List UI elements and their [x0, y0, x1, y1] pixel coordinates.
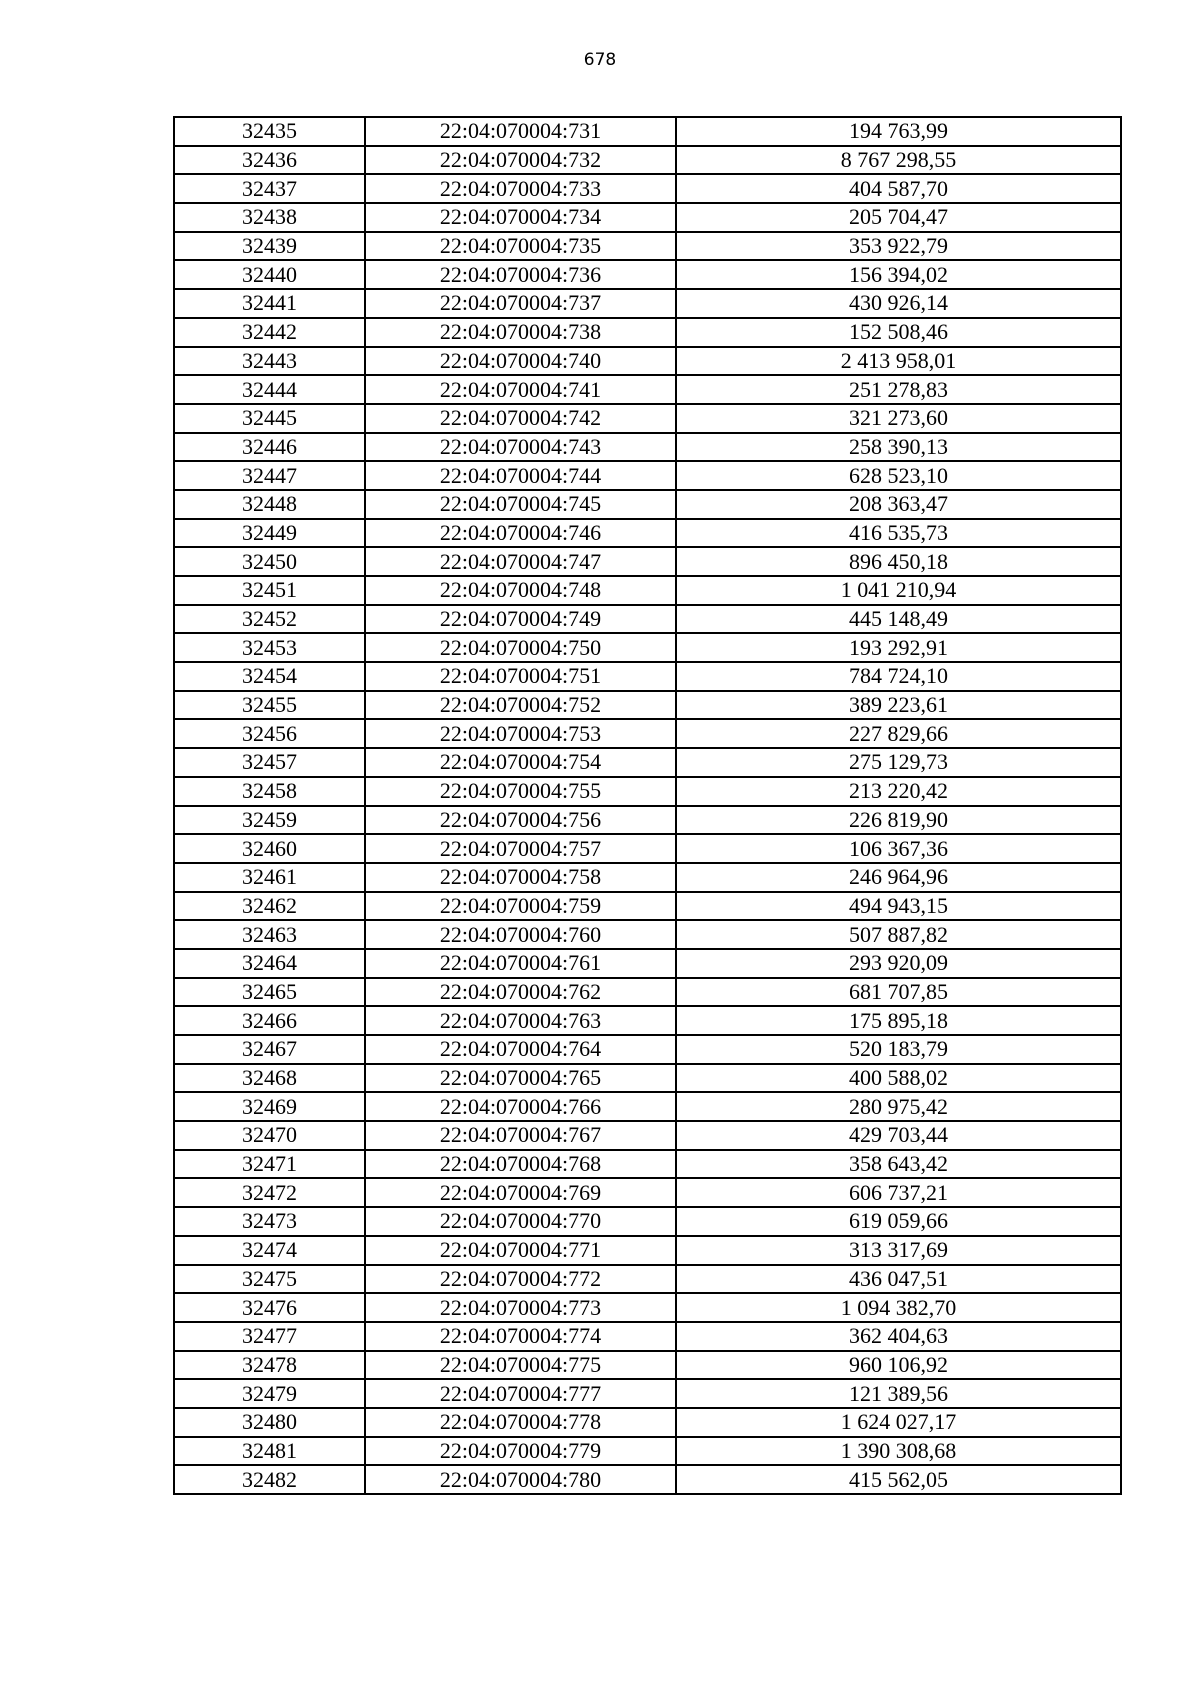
- table-row: [174, 433, 1121, 462]
- row-number-cell: 32464: [174, 949, 365, 978]
- cadastral-number-cell: 22:04:070004:762: [365, 978, 676, 1007]
- cadastral-value-cell: 193 292,91: [676, 633, 1121, 662]
- cadastral-number-cell: 22:04:070004:741: [365, 375, 676, 404]
- cadastral-value-cell: 227 829,66: [676, 719, 1121, 748]
- table-row: [174, 146, 1121, 175]
- cadastral-value-cell: 362 404,63: [676, 1322, 1121, 1351]
- table-row: [174, 1236, 1121, 1265]
- row-number-cell: 32447: [174, 461, 365, 490]
- table-row: [174, 260, 1121, 289]
- cadastral-number-cell: 22:04:070004:755: [365, 777, 676, 806]
- row-number-cell: 32458: [174, 777, 365, 806]
- table-row: [174, 1207, 1121, 1236]
- cadastral-value-cell: 430 926,14: [676, 289, 1121, 318]
- row-number-cell: 32446: [174, 433, 365, 462]
- cadastral-number-cell: 22:04:070004:736: [365, 260, 676, 289]
- cadastral-value-cell: 353 922,79: [676, 232, 1121, 261]
- cadastral-number-cell: 22:04:070004:761: [365, 949, 676, 978]
- cadastral-value-cell: 213 220,42: [676, 777, 1121, 806]
- row-number-cell: 32442: [174, 318, 365, 347]
- table-row: [174, 748, 1121, 777]
- row-number-cell: 32448: [174, 490, 365, 519]
- row-number-cell: 32469: [174, 1092, 365, 1121]
- table-row: [174, 1322, 1121, 1351]
- row-number-cell: 32449: [174, 519, 365, 548]
- row-number-cell: 32439: [174, 232, 365, 261]
- row-number-cell: 32451: [174, 576, 365, 605]
- cadastral-number-cell: 22:04:070004:772: [365, 1265, 676, 1294]
- row-number-cell: 32467: [174, 1035, 365, 1064]
- table-row: [174, 633, 1121, 662]
- table-row: [174, 949, 1121, 978]
- table-row: [174, 1465, 1121, 1494]
- cadastral-value-cell: 205 704,47: [676, 203, 1121, 232]
- table-row: [174, 289, 1121, 318]
- row-number-cell: 32471: [174, 1150, 365, 1179]
- cadastral-value-cell: 194 763,99: [676, 117, 1121, 146]
- table-row: [174, 576, 1121, 605]
- row-number-cell: 32452: [174, 605, 365, 634]
- row-number-cell: 32475: [174, 1265, 365, 1294]
- cadastral-value-cell: 520 183,79: [676, 1035, 1121, 1064]
- row-number-cell: 32480: [174, 1408, 365, 1437]
- table-row: [174, 490, 1121, 519]
- cadastral-number-cell: 22:04:070004:737: [365, 289, 676, 318]
- table-row: [174, 318, 1121, 347]
- table-row: [174, 375, 1121, 404]
- table-body: [174, 117, 1121, 1494]
- cadastral-value-cell: 960 106,92: [676, 1351, 1121, 1380]
- cadastral-value-cell: 436 047,51: [676, 1265, 1121, 1294]
- cadastral-value-cell: 121 389,56: [676, 1379, 1121, 1408]
- cadastral-value-cell: 275 129,73: [676, 748, 1121, 777]
- cadastral-value-cell: 106 367,36: [676, 834, 1121, 863]
- table-row: [174, 978, 1121, 1007]
- table-row: [174, 404, 1121, 433]
- cadastral-value-cell: 896 450,18: [676, 547, 1121, 576]
- row-number-cell: 32460: [174, 834, 365, 863]
- table-row: [174, 863, 1121, 892]
- cadastral-number-cell: 22:04:070004:756: [365, 806, 676, 835]
- table-row: [174, 1408, 1121, 1437]
- row-number-cell: 32473: [174, 1207, 365, 1236]
- cadastral-value-cell: 628 523,10: [676, 461, 1121, 490]
- row-number-cell: 32454: [174, 662, 365, 691]
- table-row: [174, 777, 1121, 806]
- table-row: [174, 117, 1121, 146]
- cadastral-number-cell: 22:04:070004:744: [365, 461, 676, 490]
- cadastral-number-cell: 22:04:070004:740: [365, 347, 676, 376]
- table-row: [174, 892, 1121, 921]
- cadastral-number-cell: 22:04:070004:746: [365, 519, 676, 548]
- table-row: [174, 1437, 1121, 1466]
- row-number-cell: 32482: [174, 1465, 365, 1494]
- cadastral-value-cell: 1 624 027,17: [676, 1408, 1121, 1437]
- cadastral-value-cell: 156 394,02: [676, 260, 1121, 289]
- cadastral-number-cell: 22:04:070004:751: [365, 662, 676, 691]
- row-number-cell: 32445: [174, 404, 365, 433]
- row-number-cell: 32455: [174, 691, 365, 720]
- table-row: [174, 605, 1121, 634]
- table-row: [174, 203, 1121, 232]
- row-number-cell: 32450: [174, 547, 365, 576]
- cadastral-value-cell: 1 041 210,94: [676, 576, 1121, 605]
- cadastral-number-cell: 22:04:070004:749: [365, 605, 676, 634]
- cadastral-value-cell: 606 737,21: [676, 1178, 1121, 1207]
- cadastral-number-cell: 22:04:070004:735: [365, 232, 676, 261]
- table-row: [174, 1121, 1121, 1150]
- row-number-cell: 32472: [174, 1178, 365, 1207]
- cadastral-number-cell: 22:04:070004:759: [365, 892, 676, 921]
- cadastral-value-cell: 208 363,47: [676, 490, 1121, 519]
- cadastral-value-cell: 400 588,02: [676, 1064, 1121, 1093]
- cadastral-value-cell: 445 148,49: [676, 605, 1121, 634]
- table-row: [174, 1092, 1121, 1121]
- cadastral-number-cell: 22:04:070004:750: [365, 633, 676, 662]
- table-row: [174, 1035, 1121, 1064]
- row-number-cell: 32476: [174, 1293, 365, 1322]
- table-row: [174, 662, 1121, 691]
- table-row: [174, 691, 1121, 720]
- cadastral-number-cell: 22:04:070004:747: [365, 547, 676, 576]
- table-row: [174, 1006, 1121, 1035]
- page-number: 678: [583, 50, 617, 70]
- row-number-cell: 32462: [174, 892, 365, 921]
- cadastral-value-cell: 175 895,18: [676, 1006, 1121, 1035]
- table-row: [174, 1379, 1121, 1408]
- row-number-cell: 32478: [174, 1351, 365, 1380]
- cadastral-value-cell: 1 094 382,70: [676, 1293, 1121, 1322]
- cadastral-value-cell: 619 059,66: [676, 1207, 1121, 1236]
- cadastral-number-cell: 22:04:070004:774: [365, 1322, 676, 1351]
- cadastral-value-cell: 8 767 298,55: [676, 146, 1121, 175]
- cadastral-number-cell: 22:04:070004:733: [365, 174, 676, 203]
- table-row: [174, 1150, 1121, 1179]
- table-row: [174, 719, 1121, 748]
- cadastral-number-cell: 22:04:070004:745: [365, 490, 676, 519]
- cadastral-number-cell: 22:04:070004:765: [365, 1064, 676, 1093]
- cadastral-value-cell: 507 887,82: [676, 920, 1121, 949]
- row-number-cell: 32441: [174, 289, 365, 318]
- cadastral-number-cell: 22:04:070004:773: [365, 1293, 676, 1322]
- cadastral-value-cell: 429 703,44: [676, 1121, 1121, 1150]
- row-number-cell: 32440: [174, 260, 365, 289]
- cadastral-number-cell: 22:04:070004:758: [365, 863, 676, 892]
- cadastral-number-cell: 22:04:070004:767: [365, 1121, 676, 1150]
- table-row: [174, 519, 1121, 548]
- row-number-cell: 32459: [174, 806, 365, 835]
- table-row: [174, 1178, 1121, 1207]
- cadastral-value-cell: 681 707,85: [676, 978, 1121, 1007]
- table-row: [174, 232, 1121, 261]
- cadastral-number-cell: 22:04:070004:780: [365, 1465, 676, 1494]
- cadastral-value-cell: 313 317,69: [676, 1236, 1121, 1265]
- cadastral-number-cell: 22:04:070004:768: [365, 1150, 676, 1179]
- row-number-cell: 32436: [174, 146, 365, 175]
- cadastral-value-cell: 246 964,96: [676, 863, 1121, 892]
- row-number-cell: 32470: [174, 1121, 365, 1150]
- row-number-cell: 32463: [174, 920, 365, 949]
- cadastral-number-cell: 22:04:070004:757: [365, 834, 676, 863]
- row-number-cell: 32453: [174, 633, 365, 662]
- cadastral-value-cell: 2 413 958,01: [676, 347, 1121, 376]
- cadastral-value-cell: 226 819,90: [676, 806, 1121, 835]
- cadastral-value-cell: 293 920,09: [676, 949, 1121, 978]
- cadastral-value-cell: 784 724,10: [676, 662, 1121, 691]
- table-row: [174, 1293, 1121, 1322]
- cadastral-value-cell: 358 643,42: [676, 1150, 1121, 1179]
- table-row: [174, 461, 1121, 490]
- table-row: [174, 347, 1121, 376]
- cadastral-number-cell: 22:04:070004:754: [365, 748, 676, 777]
- row-number-cell: 32479: [174, 1379, 365, 1408]
- table-row: [174, 174, 1121, 203]
- row-number-cell: 32457: [174, 748, 365, 777]
- cadastral-value-cell: 321 273,60: [676, 404, 1121, 433]
- table-row: [174, 1064, 1121, 1093]
- row-number-cell: 32474: [174, 1236, 365, 1265]
- cadastral-table-container: [173, 116, 1122, 1495]
- cadastral-number-cell: 22:04:070004:753: [365, 719, 676, 748]
- cadastral-value-cell: 389 223,61: [676, 691, 1121, 720]
- cadastral-value-cell: 415 562,05: [676, 1465, 1121, 1494]
- row-number-cell: 32481: [174, 1437, 365, 1466]
- cadastral-number-cell: 22:04:070004:763: [365, 1006, 676, 1035]
- cadastral-number-cell: 22:04:070004:738: [365, 318, 676, 347]
- cadastral-value-cell: 416 535,73: [676, 519, 1121, 548]
- cadastral-value-cell: 1 390 308,68: [676, 1437, 1121, 1466]
- cadastral-number-cell: 22:04:070004:742: [365, 404, 676, 433]
- cadastral-value-cell: 258 390,13: [676, 433, 1121, 462]
- cadastral-number-cell: 22:04:070004:779: [365, 1437, 676, 1466]
- row-number-cell: 32466: [174, 1006, 365, 1035]
- cadastral-value-cell: 152 508,46: [676, 318, 1121, 347]
- cadastral-value-cell: 494 943,15: [676, 892, 1121, 921]
- table-row: [174, 1265, 1121, 1294]
- cadastral-table: [173, 116, 1122, 1495]
- table-row: [174, 806, 1121, 835]
- cadastral-number-cell: 22:04:070004:764: [365, 1035, 676, 1064]
- cadastral-number-cell: 22:04:070004:731: [365, 117, 676, 146]
- row-number-cell: 32468: [174, 1064, 365, 1093]
- table-row: [174, 834, 1121, 863]
- cadastral-number-cell: 22:04:070004:771: [365, 1236, 676, 1265]
- row-number-cell: 32456: [174, 719, 365, 748]
- cadastral-number-cell: 22:04:070004:769: [365, 1178, 676, 1207]
- cadastral-number-cell: 22:04:070004:732: [365, 146, 676, 175]
- row-number-cell: 32477: [174, 1322, 365, 1351]
- row-number-cell: 32438: [174, 203, 365, 232]
- cadastral-value-cell: 280 975,42: [676, 1092, 1121, 1121]
- cadastral-number-cell: 22:04:070004:778: [365, 1408, 676, 1437]
- cadastral-value-cell: 251 278,83: [676, 375, 1121, 404]
- cadastral-number-cell: 22:04:070004:775: [365, 1351, 676, 1380]
- table-row: [174, 547, 1121, 576]
- row-number-cell: 32461: [174, 863, 365, 892]
- cadastral-number-cell: 22:04:070004:752: [365, 691, 676, 720]
- cadastral-number-cell: 22:04:070004:748: [365, 576, 676, 605]
- row-number-cell: 32443: [174, 347, 365, 376]
- cadastral-value-cell: 404 587,70: [676, 174, 1121, 203]
- row-number-cell: 32437: [174, 174, 365, 203]
- table-row: [174, 920, 1121, 949]
- table-row: [174, 1351, 1121, 1380]
- cadastral-number-cell: 22:04:070004:734: [365, 203, 676, 232]
- cadastral-number-cell: 22:04:070004:770: [365, 1207, 676, 1236]
- cadastral-number-cell: 22:04:070004:760: [365, 920, 676, 949]
- cadastral-number-cell: 22:04:070004:766: [365, 1092, 676, 1121]
- row-number-cell: 32465: [174, 978, 365, 1007]
- row-number-cell: 32435: [174, 117, 365, 146]
- cadastral-number-cell: 22:04:070004:777: [365, 1379, 676, 1408]
- cadastral-number-cell: 22:04:070004:743: [365, 433, 676, 462]
- row-number-cell: 32444: [174, 375, 365, 404]
